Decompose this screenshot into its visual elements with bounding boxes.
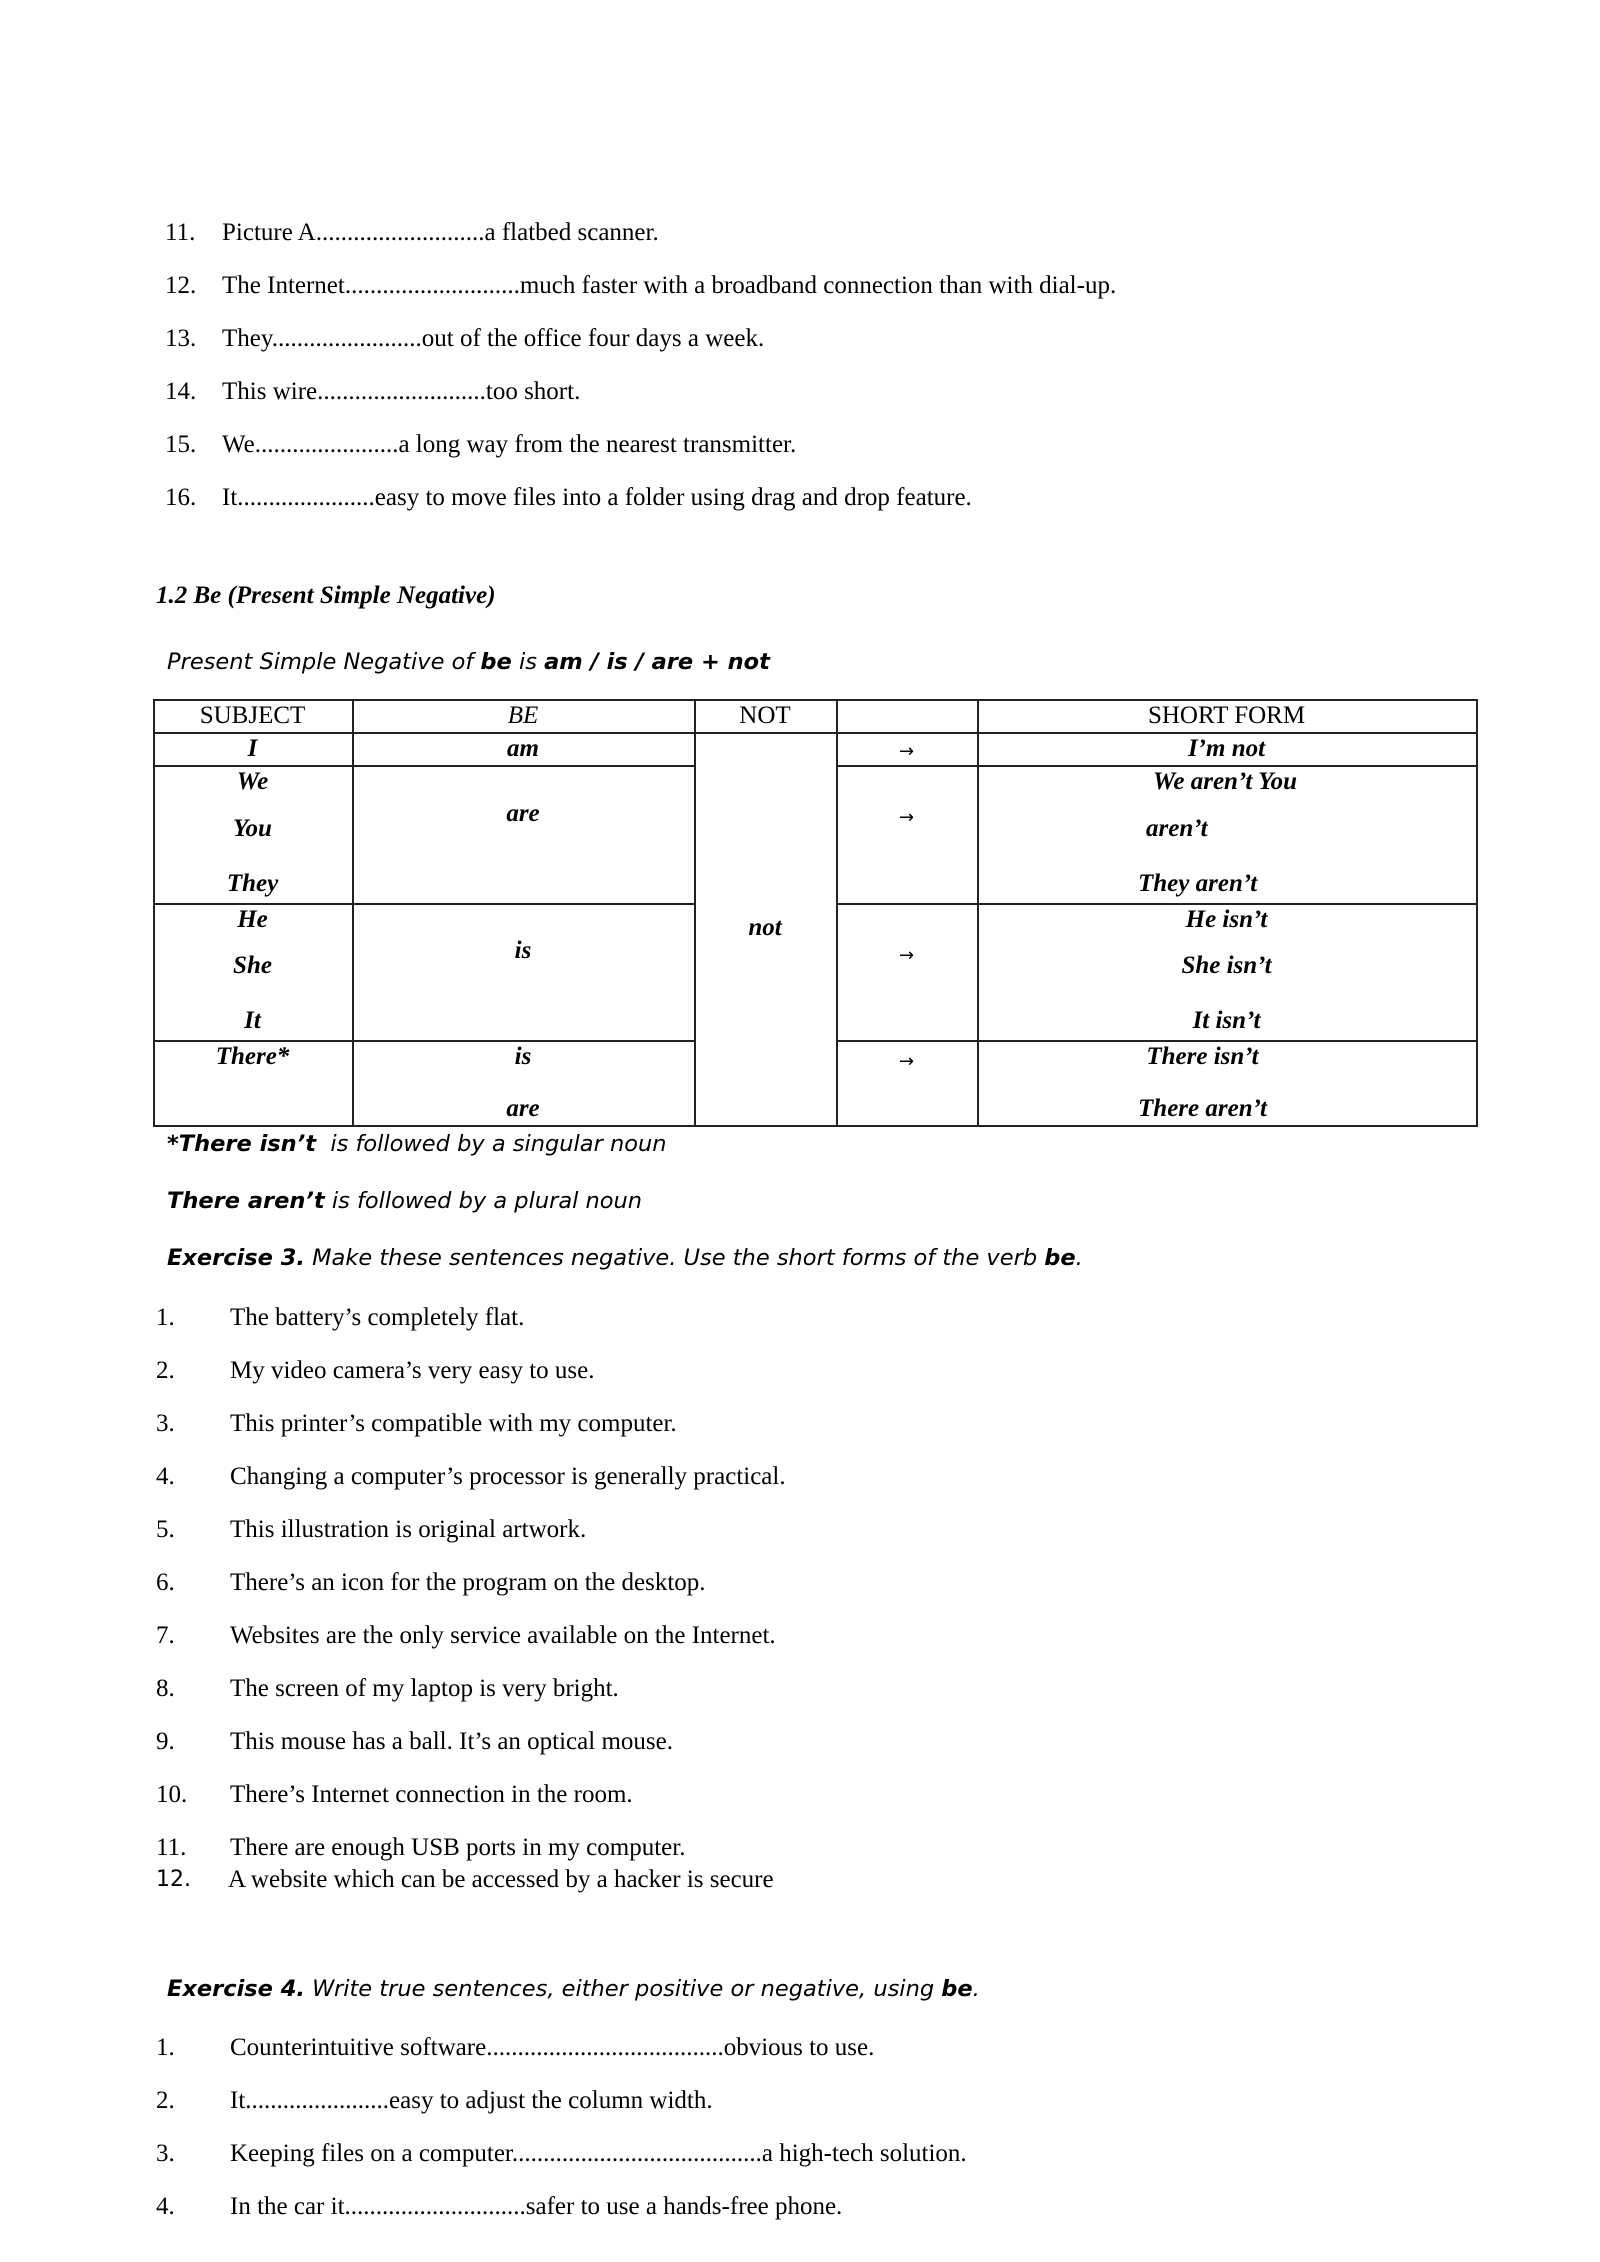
list-item-text: This printer’s compatible with my computer. [230,1410,677,1437]
list-item-text: Counterintuitive software......................................obvious to use. [230,2034,875,2061]
instruction-be: be [941,1976,973,2002]
list-item-text: There’s an icon for the program on the desktop. [230,1569,706,1596]
note-bold: *There isn’t [167,1131,317,1157]
list-item-number: 15. [165,431,197,458]
list-item-number: 12. [156,1867,191,1892]
table-short-form: I’m not [1187,735,1266,762]
list-item-text: Picture A...........................a flatbed scanner. [222,219,659,246]
table-subject: She [233,952,272,979]
section-intro [167,648,770,676]
exercise-label: Exercise 3. [167,1245,305,1271]
intro-be: be [480,649,512,675]
table-short-form: It isn’t [1192,1007,1261,1034]
intro-forms: am / is / are + not [544,649,770,675]
instruction-be: be [1044,1245,1076,1271]
table-short-form: She isn’t [1181,952,1272,979]
instruction-text: . [1075,1245,1083,1271]
table-be: is [514,937,532,964]
list-item-number: 4. [156,2193,175,2220]
table-header-subject: SUBJECT [199,702,306,729]
table-note [167,1187,642,1215]
list-item-number: 5. [156,1516,175,1543]
arrow-icon: → [898,1051,915,1072]
table-short-form: We aren’t You [1153,768,1297,795]
list-item-number: 6. [156,1569,175,1596]
table-short-form: There aren’t [1138,1095,1267,1122]
table-short-form: aren’t [1146,815,1208,842]
arrow-icon: → [898,945,915,966]
list-item-text: The screen of my laptop is very bright. [230,1675,619,1702]
intro-text: is [511,649,545,675]
list-item-number: 7. [156,1622,175,1649]
exercise-label: Exercise 4. [167,1976,305,2002]
table-be: are [506,1095,540,1122]
instruction-text: . [972,1976,980,2002]
list-item-number: 3. [156,1410,175,1437]
list-item-text: We.......................a long way from the nearest transmitter. [222,431,797,458]
list-item-number: 11. [165,219,196,246]
table-be: am [507,735,539,762]
list-item-text: The battery’s completely flat. [230,1304,525,1331]
table-header-not: NOT [739,702,791,729]
list-item-number: 3. [156,2140,175,2167]
table-short-form: They aren’t [1138,870,1258,897]
table-subject: We [236,768,269,795]
list-item-text: Websites are the only service available on the Internet. [230,1622,776,1649]
note-text: is followed by a singular noun [316,1131,667,1157]
list-item-text: This mouse has a ball. It’s an optical mouse. [230,1728,673,1755]
table-short-form: There isn’t [1146,1043,1259,1070]
list-item-text: In the car it.............................safer to use a hands-free phone. [230,2193,843,2220]
instruction-text: Write true sentences, either positive or negative, using [304,1976,942,2002]
table-subject: You [233,815,272,842]
list-item-text: There’s Internet connection in the room. [230,1781,633,1808]
list-item-number: 13. [165,325,197,352]
list-item-text: Keeping files on a computer........................................a high-tech solution. [230,2140,967,2167]
exercise3-instruction [167,1244,1083,1272]
table-header-be: BE [507,702,539,729]
list-item-number: 4. [156,1463,175,1490]
list-item-number: 14. [165,378,197,405]
list-item-number: 16. [165,484,197,511]
list-item-number: 10. [156,1781,188,1808]
list-item-text: This wire...........................too short. [222,378,581,405]
list-item-number: 2. [156,1357,175,1384]
section-heading: 1.2 Be (Present Simple Negative) [156,582,496,609]
list-item-number: 11. [156,1834,187,1861]
list-item-text: Changing a computer’s processor is generally practical. [230,1463,786,1490]
table-subject: It [244,1007,261,1034]
list-item-text: It......................easy to move files into a folder using drag and drop feature. [222,484,972,511]
table-subject: There* [215,1043,290,1070]
table-subject: They [226,870,279,897]
list-item-text: A website which can be accessed by a hacker is secure [228,1866,774,1893]
instruction-text: Make these sentences negative. Use the short forms of the verb [304,1245,1045,1271]
table-subject: He [237,906,268,933]
table-note [167,1130,667,1158]
grammar-table [153,699,1478,1127]
note-bold: There aren’t [167,1188,325,1214]
list-item-number: 2. [156,2087,175,2114]
table-be: is [514,1043,532,1070]
list-item-text: There are enough USB ports in my computer. [230,1834,686,1861]
table-subject: I [247,735,258,762]
table-be: are [506,800,540,827]
table-short-form: He isn’t [1185,906,1268,933]
note-text: is followed by a plural noun [324,1188,643,1214]
list-item-number: 8. [156,1675,175,1702]
table-not-cell: not [748,914,782,941]
list-item-number: 12. [165,272,197,299]
arrow-icon: → [898,807,915,828]
table-header-short-form: SHORT FORM [1147,702,1306,729]
arrow-icon: → [898,741,915,762]
list-item-text: My video camera’s very easy to use. [230,1357,595,1384]
intro-text: Present Simple Negative of [167,649,481,675]
list-item-text: This illustration is original artwork. [230,1516,587,1543]
list-item-text: The Internet............................much faster with a broadband connection than with dial-up. [222,272,1117,299]
list-item-text: They........................out of the office four days a week. [222,325,765,352]
list-item-number: 1. [156,1304,175,1331]
exercise4-instruction [167,1975,980,2003]
list-item-text: It.......................easy to adjust the column width. [230,2087,713,2114]
list-item-number: 9. [156,1728,175,1755]
list-item-number: 1. [156,2034,175,2061]
